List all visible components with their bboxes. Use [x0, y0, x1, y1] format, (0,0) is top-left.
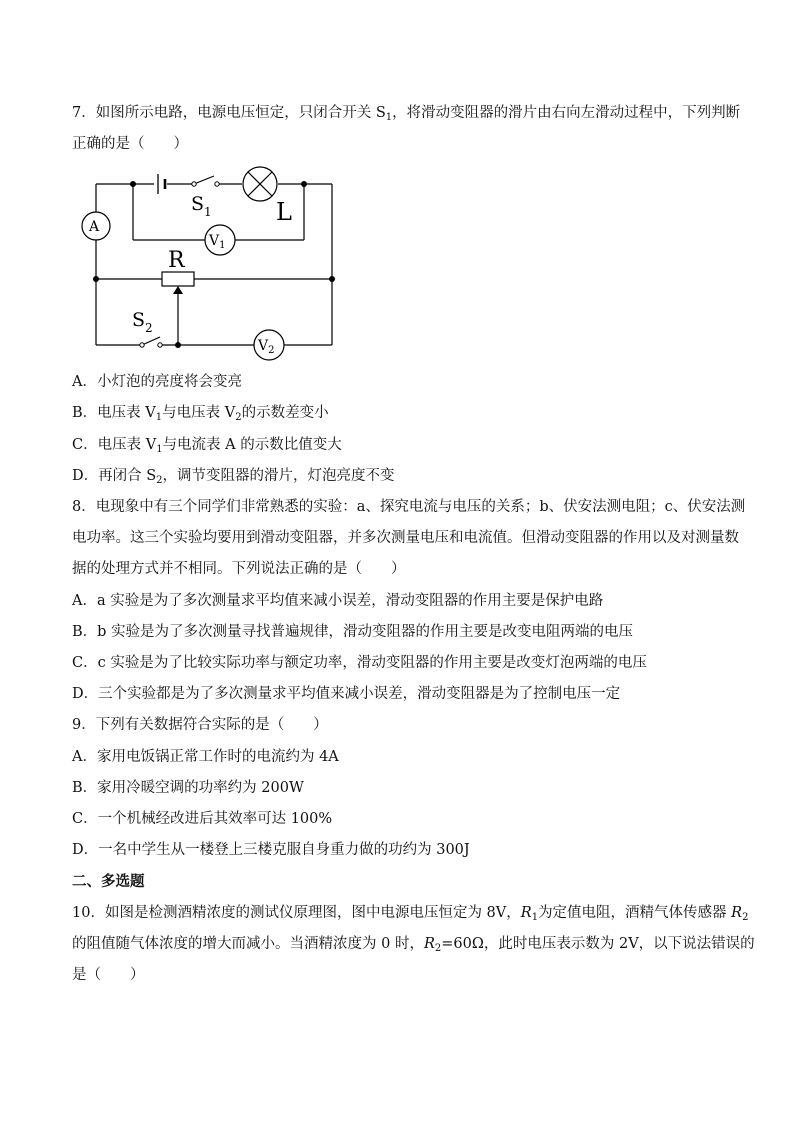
q9-option-c: C．一个机械经改进后其效率可达 100% — [72, 811, 333, 827]
junction-dots — [93, 181, 335, 348]
lamp-label: L — [276, 198, 292, 226]
lamp-symbol — [243, 167, 277, 201]
q8-option-d: D．三个实验都是为了多次测量求平均值来减小误差，滑动变阻器是为了控制电压一定 — [72, 686, 621, 702]
section-heading-multi-choice: 二、多选题 — [72, 873, 145, 890]
q7-circuit-diagram — [72, 162, 352, 362]
q8-stem-line3: 据的处理方式并不相同。下列说法正确的是（ ） — [72, 561, 406, 577]
q9-stem: 9．下列有关数据符合实际的是（ ） — [72, 717, 328, 733]
q9-option-d: D．一名中学生从一楼登上三楼克服自身重力做的功约为 300J — [72, 842, 470, 858]
q7-stem-line2: 正确的是（ ） — [72, 136, 188, 152]
slider-arrow — [173, 286, 183, 294]
switch-s1 — [192, 176, 219, 186]
q9-option-b: B．家用冷暖空调的功率约为 200W — [72, 780, 304, 796]
q8-stem-line1: 8．电现象中有三个同学们非常熟悉的实验：a、探究电流与电压的关系；b、伏安法测电阻；c、伏安法测 — [72, 499, 746, 515]
q8-option-a: A．a 实验是为了多次测量求平均值来减小误差，滑动变阻器的作用主要是保护电路 — [72, 593, 604, 609]
resistor-label: R — [168, 248, 185, 273]
q7-option-a: A．小灯泡的亮度将会变亮 — [72, 374, 242, 390]
q10-stem-line3: 是（ ） — [72, 967, 145, 983]
ammeter-label: A — [89, 219, 100, 235]
q10-stem-line2: 的阻值随气体浓度的增大而减小。当酒精浓度为 0 时，$R_2=60\Omega$，此时电压表示数为 2V，以下说法错误的 — [72, 936, 755, 954]
q7-stem-line1: 7．如图所示电路，电源电压恒定，只闭合开关 $S_1$，将滑动变阻器的滑片由右向左滑动过程中，下列判断 — [72, 105, 741, 123]
q7-option-d: D．再闭合 $S_2$，调节变阻器的滑片，灯泡亮度不变 — [72, 468, 395, 486]
q8-option-b: B．b 实验是为了多次测量寻找普遍规律，滑动变阻器的作用主要是改变电阻两端的电压 — [72, 624, 634, 640]
v2-label: $V_2$ — [258, 338, 275, 356]
q7-option-c: C．电压表 $V_1$与电流表 A 的示数比值变大 — [72, 437, 342, 455]
q8-option-c: C．c 实验是为了比较实际功率与额定功率，滑动变阻器的作用主要是改变灯泡两端的电压 — [72, 655, 647, 671]
v1-label: $V_1$ — [209, 233, 226, 251]
switch-s2 — [140, 337, 162, 347]
rheostat-symbol — [162, 272, 194, 286]
s2-label: $S_2$ — [132, 309, 153, 335]
q7-option-b: B．电压表 $V_1$与电压表 $V_2$的示数差变小 — [72, 405, 329, 423]
q8-stem-line2: 电功率。这三个实验均要用到滑动变阻器，并多次测量电压和电流值。但滑动变阻器的作用以及对测量数 — [72, 530, 739, 546]
q10-stem-line1: 10．如图是检测酒精浓度的测试仪原理图，图中电源电压恒定为 8V，$R_1$为定值电阻，酒精气体传感器 $R_2$ — [72, 905, 749, 923]
battery-symbol — [158, 174, 165, 194]
q9-option-a: A．家用电饭锅正常工作时的电流约为 4A — [72, 749, 339, 765]
s1-label: $S_1$ — [191, 193, 212, 219]
